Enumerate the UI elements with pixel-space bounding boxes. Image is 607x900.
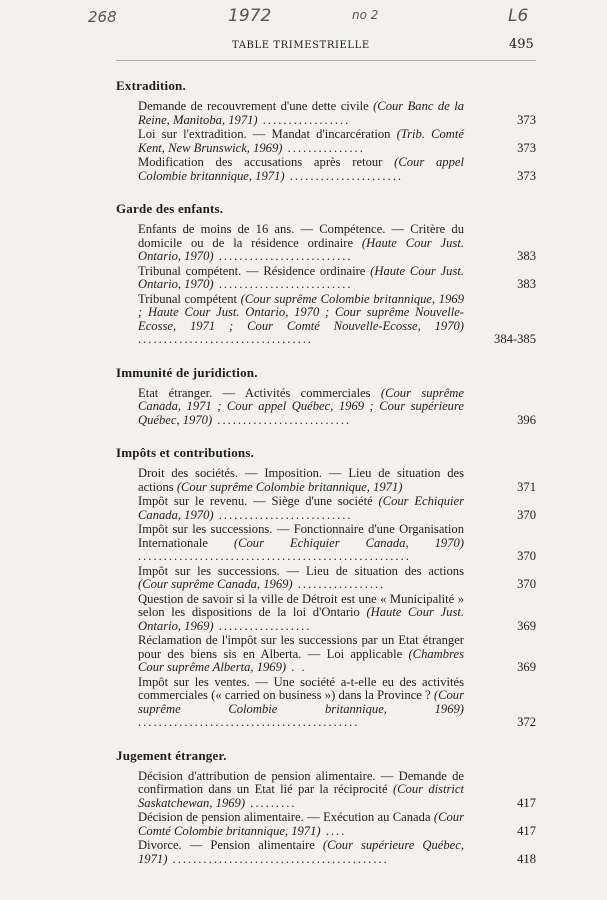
- index-entry: [116, 523, 536, 564]
- entry-description: Enfants de moins de 16 ans. — Compétence. — Critère du domicile ou de la résidence ordinaire: [138, 222, 464, 250]
- index-entry: [116, 565, 536, 592]
- entry-page-ref: 417: [517, 795, 536, 810]
- entry-description: Impôt sur les ventes. — Une société a-t-elle eu des activités commerciales (« carried on business ») dans la Province ?: [138, 674, 464, 702]
- entry-text: [138, 839, 464, 866]
- dot-leader: .................: [292, 577, 386, 591]
- entry-description: Décision de pension alimentaire. — Exécution au Canada: [138, 810, 434, 824]
- entry-page-ref: 371: [517, 479, 536, 494]
- index-content: [116, 78, 536, 884]
- section-title: Extradition.: [116, 78, 186, 93]
- entry-description: Impôt sur le revenu. — Siège d'une société: [138, 494, 379, 508]
- entry-source: (Cour suprême Canada, 1971 ; Cour appel Québec, 1969 ; Cour supérieure Québec, 1970): [138, 385, 464, 427]
- entry-description: Modification des accusations après retour: [138, 155, 395, 169]
- index-entry: [116, 839, 536, 866]
- entry-source: (Chambres Cour suprême Alberta, 1969): [138, 646, 464, 674]
- entry-text: [138, 634, 464, 675]
- entry-source: (Cour Echiquier Canada, 1970): [138, 494, 464, 522]
- index-entry: [116, 811, 536, 838]
- entry-source: (Haute Cour Just. Ontario, 1970): [138, 263, 464, 291]
- entry-description: Réclamation de l'impôt sur les successions par un Etat étranger pour des biens sis en Alberta. — Loi applicable: [138, 633, 464, 661]
- entry-page-ref: 384-385: [494, 332, 536, 346]
- entry-text: [138, 265, 464, 292]
- entry-text: [138, 523, 464, 564]
- entry-page-ref: 370: [517, 549, 536, 563]
- entry-text: [138, 293, 464, 347]
- index-section: [116, 748, 536, 867]
- dot-leader: ..................................: [138, 332, 314, 346]
- entry-text: [138, 565, 464, 592]
- entry-text: [138, 223, 464, 264]
- entry-text: [138, 100, 464, 127]
- entry-page-ref: 369: [517, 618, 536, 633]
- index-section: [116, 445, 536, 730]
- dot-leader: .................: [257, 112, 351, 127]
- entry-source: (Cour supérieure Québec, 1971): [138, 838, 464, 866]
- entry-source: (Cour suprême Colombie britannique, 1969 ; Haute Cour Just. Ontario, 1970 ; Cour suprême Nouvelle-Ecosse, 1971 ; Cour Comté Nouvelle-Ecosse, 1970): [138, 291, 464, 333]
- entry-page-ref: 373: [517, 140, 536, 155]
- entry-source: (Cour district Saskatchewan, 1969): [138, 782, 465, 810]
- index-entry: [116, 770, 536, 811]
- entry-page-ref: 370: [517, 507, 536, 522]
- entry-description: Tribunal compétent: [138, 291, 241, 306]
- handwritten-annotation: 268: [88, 8, 117, 26]
- handwritten-annotation: no 2: [352, 8, 379, 22]
- entry-text: [138, 593, 464, 634]
- dot-leader: . .: [286, 660, 307, 674]
- entry-text: [138, 387, 464, 428]
- dot-leader: ..................: [213, 618, 312, 633]
- dot-leader: .....................................................: [138, 549, 411, 563]
- entry-text: [138, 128, 464, 155]
- entry-text: [138, 676, 464, 730]
- index-entry: [116, 634, 536, 675]
- entry-text: [138, 467, 464, 494]
- entry-description: Demande de recouvrement d'une dette civile: [138, 99, 374, 113]
- dot-leader: ....: [320, 823, 347, 838]
- entry-description: Droit des sociétés. — Imposition. — Lieu de situation des actions: [138, 466, 464, 494]
- running-head: TABLE TRIMESTRIELLE: [232, 40, 370, 51]
- entry-text: [138, 156, 464, 183]
- index-entry: [116, 593, 536, 634]
- index-entry: [116, 100, 536, 127]
- entry-source: (Haute Cour Just. Ontario, 1969): [138, 605, 464, 633]
- entry-page-ref: 396: [517, 412, 536, 427]
- index-entry: [116, 495, 536, 522]
- index-entry: [116, 156, 536, 183]
- dot-leader: ......................: [284, 168, 403, 183]
- entry-description: Impôt sur les successions. — Lieu de situation des actions: [138, 563, 464, 578]
- entry-description: Tribunal compétent. — Résidence ordinaire: [138, 263, 371, 278]
- dot-leader: ..........................: [213, 249, 353, 263]
- index-entry: [116, 265, 536, 292]
- dot-leader: ...........................................: [138, 715, 360, 729]
- entry-description: Impôt sur les successions. — Fonctionnaire d'une Organisation Internationale: [138, 522, 464, 550]
- entry-source: (Cour Echiquier Canada, 1970): [233, 535, 464, 550]
- dot-leader: ..........................: [213, 277, 353, 291]
- entry-page-ref: 383: [517, 249, 536, 263]
- entry-page-ref: 373: [517, 112, 536, 127]
- dot-leader: .........: [245, 795, 297, 810]
- index-section: [116, 78, 536, 183]
- entry-page-ref: 373: [517, 168, 536, 183]
- entry-source: (Cour Banc de la Reine, Manitoba, 1971): [138, 99, 464, 127]
- index-entry: [116, 223, 536, 264]
- entry-source: (Cour suprême Colombie britannique, 1969): [138, 688, 464, 716]
- entry-source: (Cour suprême Colombie britannique, 1971): [176, 479, 403, 494]
- entry-description: Décision d'attribution de pension alimentaire. — Demande de confirmation dans un Etat lié par la réciprocité: [138, 768, 464, 796]
- index-section: [116, 365, 536, 428]
- index-entry: [116, 128, 536, 155]
- index-entry: [116, 387, 536, 428]
- handwritten-annotation: L6: [508, 6, 529, 26]
- entry-page-ref: 372: [517, 715, 536, 729]
- entry-text: [138, 770, 464, 811]
- section-title: Jugement étranger.: [116, 747, 227, 763]
- dot-leader: ..........................: [212, 412, 352, 427]
- header-rule: [116, 60, 536, 61]
- dot-leader: ..........................: [213, 507, 353, 522]
- entry-text: [138, 811, 464, 838]
- section-title: Impôts et contributions.: [116, 445, 255, 460]
- entry-source: (Cour Comté Colombie britannique, 1971): [138, 810, 464, 838]
- entry-description: Question de savoir si la ville de Détroit est une « Municipalité » selon les dispositions de la loi d'Ontario: [138, 591, 464, 619]
- entry-source: (Trib. Comté Kent, New Brunswick, 1969): [138, 127, 464, 155]
- entry-description: Etat étranger. — Activités commerciales: [138, 385, 381, 400]
- dot-leader: ...............: [282, 140, 365, 155]
- entry-description: Loi sur l'extradition. — Mandat d'incarcération: [138, 127, 397, 141]
- dot-leader: ..........................................: [167, 851, 389, 866]
- page-number: 495: [509, 37, 534, 52]
- entry-page-ref: 369: [517, 660, 536, 674]
- entry-page-ref: 370: [517, 577, 536, 591]
- entry-source: (Cour appel Colombie britannique, 1971): [138, 155, 464, 183]
- index-entry: [116, 676, 536, 730]
- index-section: [116, 201, 536, 347]
- index-entry: [116, 293, 536, 347]
- index-entry: [116, 467, 536, 494]
- section-title: Garde des enfants.: [116, 201, 224, 216]
- entry-page-ref: 383: [517, 277, 536, 291]
- entry-page-ref: 418: [517, 851, 536, 866]
- entry-text: [138, 495, 464, 522]
- entry-page-ref: 417: [517, 823, 536, 838]
- entry-source: (Haute Cour Just. Ontario, 1970): [138, 235, 464, 263]
- section-title: Immunité de juridiction.: [116, 364, 258, 380]
- entry-description: Divorce. — Pension alimentaire: [138, 838, 323, 852]
- entry-source: (Cour suprême Canada, 1969): [138, 577, 293, 591]
- handwritten-annotation: 1972: [228, 6, 272, 26]
